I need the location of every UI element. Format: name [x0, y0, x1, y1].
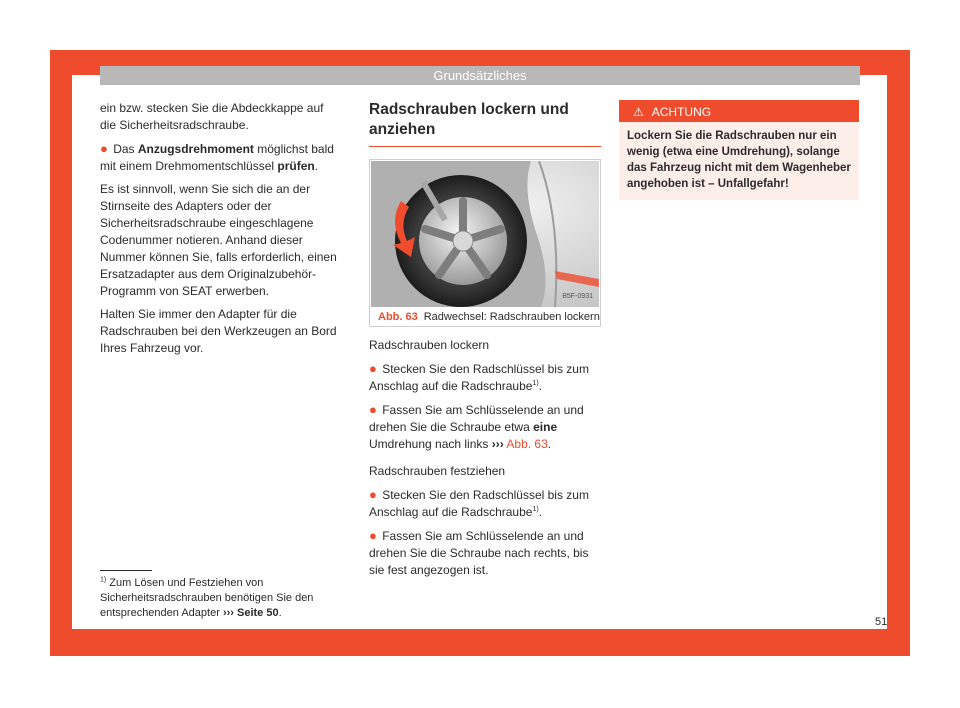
bullet-item: ● Fassen Sie am Schlüsselende an und drehen Sie die Schraube etwa eine Umdrehung nach links ››› Abb. 63.: [369, 402, 584, 451]
subheading: Radschrauben lockern: [369, 338, 490, 352]
chapter-header: Grundsätzliches: [100, 66, 860, 85]
footnote-divider: [100, 570, 152, 571]
section-title: Radschrauben lockern und anziehen: [369, 100, 601, 147]
bullet-item: ● Stecken Sie den Radschlüssel bis zum Anschlag auf die Radschraube$^{1)}$.: [369, 487, 589, 519]
figure-reference-link[interactable]: Abb. 63: [506, 437, 548, 451]
warning-header: ⚠ ACHTUNG: [619, 102, 859, 122]
page-reference-link[interactable]: Seite 50: [237, 607, 279, 619]
image-code: B5F-0931: [562, 293, 593, 300]
warning-box: [619, 100, 859, 200]
column-right: [619, 100, 859, 200]
bullet-icon: ●: [369, 361, 377, 376]
column-left: [100, 100, 340, 363]
bullet-item: ● Fassen Sie am Schlüsselende an und drehen Sie die Schraube nach rechts, bis sie fest angezogen ist.: [369, 528, 589, 577]
subheading: Radschrauben festziehen: [369, 464, 506, 478]
wheel-illustration: [371, 161, 599, 307]
column-middle: [369, 100, 601, 585]
bullet-icon: ●: [369, 402, 377, 417]
figure-caption: Abb. 63 Radwechsel: Radschrauben lockern: [378, 311, 600, 323]
page-number: 51: [875, 616, 888, 628]
figure: [369, 159, 601, 327]
wheel-image-icon: [371, 161, 599, 307]
warning-triangle-icon: ⚠: [633, 105, 644, 119]
paragraph: Halten Sie immer den Adapter für die Radschrauben bei den Werkzeugen an Bord Ihres Fahrzeug vor.: [100, 307, 337, 355]
paragraph: Es ist sinnvoll, wenn Sie sich die an der Stirnseite des Adapters oder der Sicherheitsradschraube eingeschlagene Codenummer notieren. Anhand dieser Nummer können Sie, falls erforderlich, einen Ersatzadapter aus dem Originalzubehör-Programm von SEAT erwerben.: [100, 182, 337, 298]
bullet-item: ● Das Anzugsdrehmoment möglichst bald mit einem Drehmomentschlüssel prüfen.: [100, 141, 334, 173]
warning-text: Lockern Sie die Radschrauben nur ein wenig (etwa eine Umdrehung), solange das Fahrzeug nicht mit dem Wagenheber angehoben ist – Unfallgefahr!: [627, 130, 851, 190]
bullet-icon: ●: [369, 487, 377, 502]
bullet-icon: ●: [100, 141, 108, 156]
bullet-item: ● Stecken Sie den Radschlüssel bis zum Anschlag auf die Radschraube$^{1)}$.: [369, 361, 589, 393]
footnote: $^{1)}$ Zum Lösen und Festziehen von Sicherheitsradschrauben benötigen Sie den entsprechenden Adapter ››› Seite 50.: [100, 576, 314, 619]
bullet-icon: ●: [369, 528, 377, 543]
figure-label: Abb. 63: [378, 311, 418, 323]
paragraph: ein bzw. stecken Sie die Abdeckkappe auf die Sicherheitsradschraube.: [100, 101, 324, 132]
